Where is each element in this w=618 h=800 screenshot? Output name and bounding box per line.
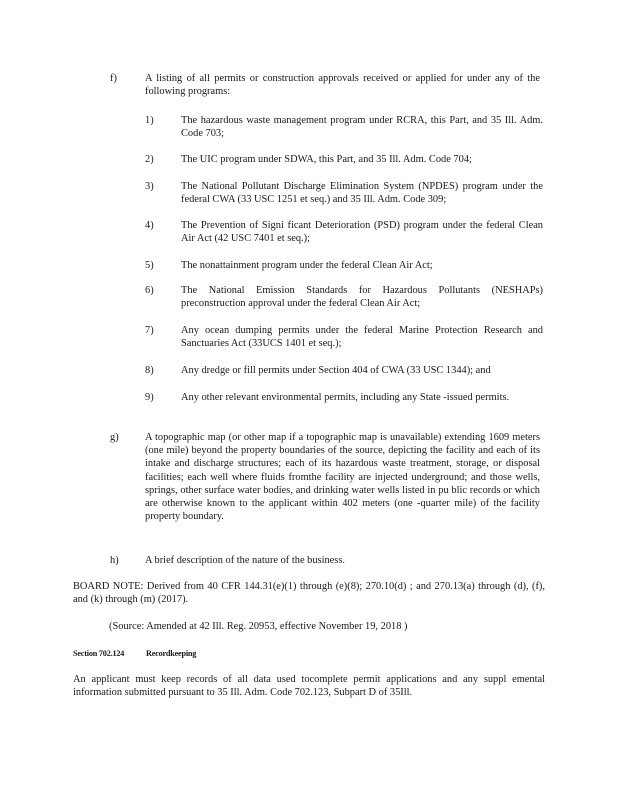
item-label: h) [110, 555, 119, 566]
subitem-label: 1) [145, 115, 154, 126]
source-note: (Source: Amended at 42 Ill. Reg. 20953, effective November 19, 2018 ) [109, 621, 408, 632]
subitem-7 [145, 324, 545, 350]
item-g [110, 431, 550, 523]
subitem-6 [145, 284, 545, 310]
section-number: Section 702.124 [73, 649, 125, 658]
subitem-text: The UIC program under SDWA, this Part, and 35 Ill. Adm. Code 704; [181, 154, 472, 165]
subitem-text: The hazardous waste management program under RCRA, this Part, and 35 Ill. Adm. Code 703; [181, 115, 543, 140]
subitem-text: Any dredge or fill permits under Section 404 of CWA (33 USC 1344); and [181, 365, 491, 376]
subitem-label: 7) [145, 325, 154, 336]
subitem-label: 5) [145, 260, 154, 271]
section-title: Recordkeeping [146, 649, 197, 658]
item-text: A listing of all permits or construction approvals received or applied for under any of the following programs: [145, 73, 540, 98]
subitem-label: 3) [145, 181, 154, 192]
item-text: A brief description of the nature of the business. [145, 555, 345, 566]
subitem-9 [145, 391, 545, 404]
subitem-label: 6) [145, 285, 154, 296]
subitem-text: Any ocean dumping permits under the federal Marine Protection Research and Sanctuaries Act (33UCS 1401 et seq.); [181, 325, 543, 350]
item-text: A topographic map (or other map if a topographic map is unavailable) extending 1609 meters (one mile) beyond the property boundaries of the source, depicting the facility and each of its intake and discharge structures; each of its hazardous waste treatment, storage, or disposal facilities; each well where fluids fromthe facility are injected underground; and those wells, springs, other surface water bodies, and drinking water wells listed in pu blic records or which are otherwise known to the applicant within 402 meters (one -quarter mile) of the facility property boundary. [145, 432, 540, 523]
item-label: f) [110, 73, 117, 84]
subitem-text: Any other relevant environmental permits, including any State -issued permits. [181, 392, 510, 403]
subitem-8 [145, 364, 545, 377]
subitem-label: 8) [145, 365, 154, 376]
item-f [110, 72, 550, 98]
section-heading [73, 647, 216, 660]
board-note: BOARD NOTE: Derived from 40 CFR 144.31(e)(1) through (e)(8); 270.10(d) ; and 270.13(a) through (d), (f), and (k) through (m) (2017). [73, 581, 545, 606]
subitem-text: The National Pollutant Discharge Elimination System (NPDES) program under the federal CWA (33 USC 1251 et seq.) and 35 Ill. Adm. Code 309; [181, 181, 543, 206]
subitem-2 [145, 153, 545, 166]
subitem-4 [145, 219, 545, 245]
subitem-1 [145, 114, 545, 140]
section-body: An applicant must keep records of all data used tocomplete permit applications and any suppl emental information submitted pursuant to 35 Ill. Adm. Code 702.123, Subpart D of 35Ill. [73, 674, 545, 699]
subitem-text: The nonattainment program under the federal Clean Air Act; [181, 260, 433, 271]
subitem-5 [145, 259, 545, 272]
item-label: g) [110, 432, 119, 443]
subitem-3 [145, 180, 545, 206]
subitem-label: 4) [145, 220, 154, 231]
item-h [110, 554, 550, 567]
subitem-text: The Prevention of Signi ficant Deterioration (PSD) program under the federal Clean Air Act (42 USC 7401 et seq.); [181, 220, 543, 245]
subitem-text: The National Emission Standards for Hazardous Pollutants (NESHAPs) preconstruction approval under the federal Clean Air Act; [181, 285, 543, 310]
subitem-label: 2) [145, 154, 154, 165]
subitem-label: 9) [145, 392, 154, 403]
